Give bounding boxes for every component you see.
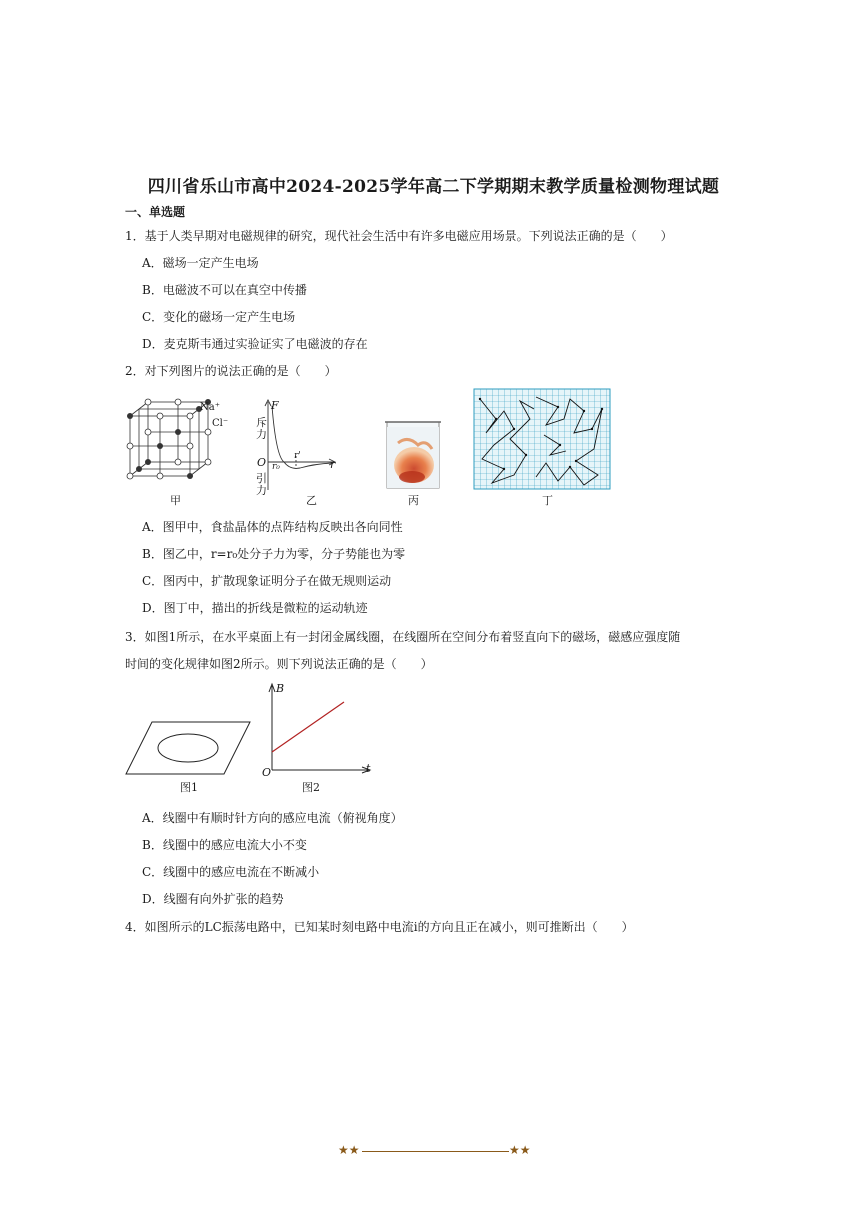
question-4-stem: 4．如图所示的LC振荡电路中，已知某时刻电路中电流i的方向且正在减小，则可推断出（ ） — [125, 920, 634, 934]
figure-1-label: 图1 — [180, 781, 198, 794]
question-3-option-b: B．线圈中的感应电流大小不变 — [142, 838, 307, 852]
r-axis-label: r — [330, 458, 336, 471]
coil-on-table-figure — [126, 720, 252, 776]
question-3-stem: 3．如图1所示，在水平桌面上有一封闭金属线圈，在线圈所在空间分布着竖直向下的磁场，磁感应强度随 — [125, 630, 681, 644]
footer-divider — [362, 1151, 509, 1152]
origin-label: O — [257, 456, 267, 469]
t-axis-label: t — [366, 762, 371, 775]
question-2-stem: 2．对下列图片的说法正确的是（ ） — [125, 364, 337, 378]
section-heading: 一、单选题 — [125, 205, 186, 219]
attraction-label-1: 引 — [256, 472, 267, 485]
repulsion-label-1: 斥 — [256, 416, 267, 429]
question-3-option-a: A．线圈中有顺时针方向的感应电流（俯视角度） — [142, 811, 403, 825]
question-3-option-d: D．线圈有向外扩张的趋势 — [142, 892, 284, 906]
figure-jia-label: 甲 — [170, 494, 181, 507]
diffusion-beaker-figure — [384, 419, 442, 491]
question-2-option-c: C．图丙中，扩散现象证明分子在做无规则运动 — [142, 574, 392, 588]
question-3-stem-continued: 时间的变化规律如图2所示。则下列说法正确的是（ ） — [125, 657, 433, 671]
question-1-option-b: B．电磁波不可以在真空中传播 — [142, 283, 307, 297]
page-title: 四川省乐山市高中2024-2025学年高二下学期期末教学质量检测物理试题 — [147, 177, 720, 197]
b-t-origin-label: O — [262, 766, 272, 779]
question-2-option-d: D．图丁中，描出的折线是微粒的运动轨迹 — [142, 601, 368, 615]
question-2-option-b: B．图乙中，r=r₀处分子力为零，分子势能也为零 — [142, 547, 406, 561]
figure-bing-label: 丙 — [408, 494, 419, 507]
b-axis-label: B — [276, 682, 285, 695]
footer-right-stars: ★★ — [509, 1143, 531, 1157]
figure-yi-label: 乙 — [306, 494, 317, 507]
question-1-stem: 1．基于人类早期对电磁规律的研究，现代社会生活中有许多电磁应用场景。下列说法正确的是（ ） — [125, 229, 673, 243]
footer-decoration — [338, 1143, 533, 1161]
attraction-label-2: 力 — [256, 484, 267, 497]
footer-left-stars: ★★ — [338, 1143, 360, 1157]
r0-label: r₀ — [272, 462, 280, 472]
figure-ding-label: 丁 — [542, 494, 553, 507]
question-1-option-d: D．麦克斯韦通过实验证实了电磁波的存在 — [142, 337, 368, 351]
question-2-option-a: A．图甲中，食盐晶体的点阵结构反映出各向同性 — [142, 520, 403, 534]
force-axis-label: F — [271, 399, 279, 412]
brownian-motion-figure — [474, 389, 610, 489]
b-t-graph — [262, 682, 372, 774]
question-1-option-c: C．变化的磁场一定产生电场 — [142, 310, 296, 324]
r-prime-label: r' — [294, 451, 301, 461]
cl-ion-label: Cl⁻ — [212, 418, 229, 429]
na-ion-label: Na⁺ — [200, 402, 220, 413]
figure-2-label: 图2 — [302, 781, 320, 794]
repulsion-label-2: 力 — [256, 428, 267, 441]
question-3-option-c: C．线圈中的感应电流在不断减小 — [142, 865, 320, 879]
question-1-option-a: A．磁场一定产生电场 — [142, 256, 259, 270]
